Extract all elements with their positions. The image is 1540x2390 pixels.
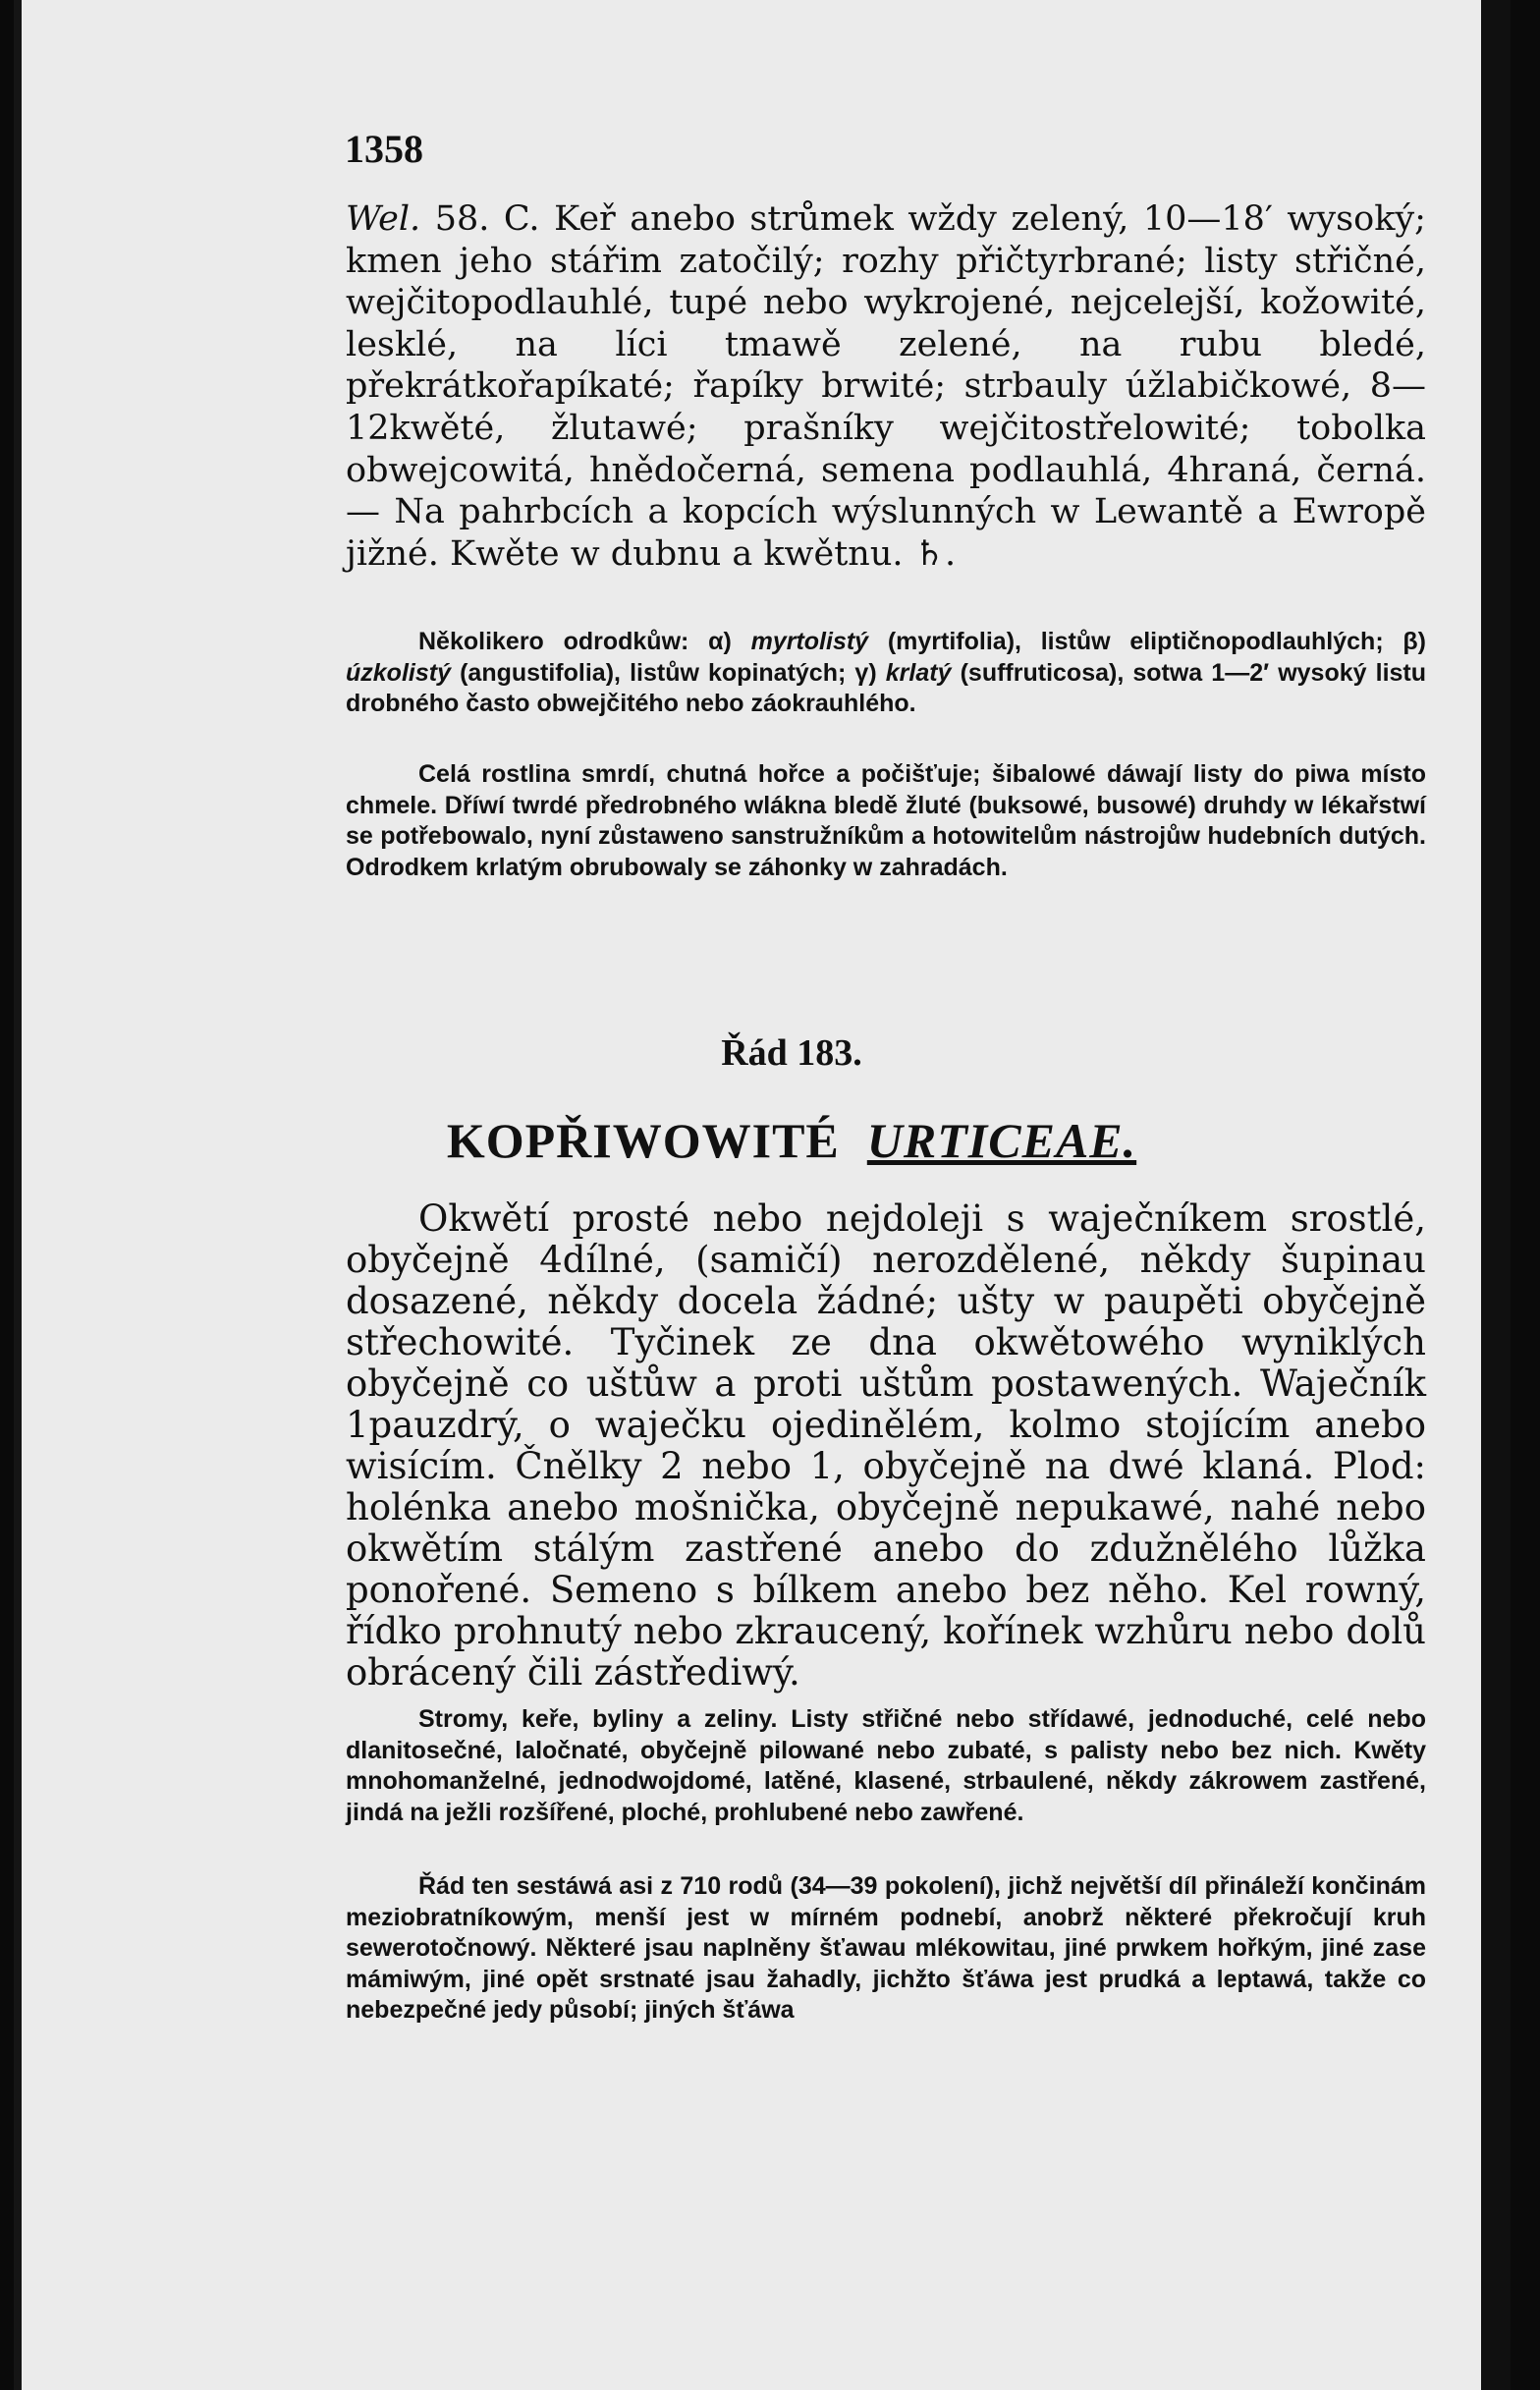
family-description: Okwětí prosté nebo nejdoleji s waječníkem srostlé, obyčejně 4dílné, (samičí) nerozdělené, někdy šupinau dosazené, někdy docela žádné; ušty w paupěti obyčejně střechowité. Tyčinek ze dna okwětowého wyniklých obyčejně co uštůw a proti uštům postawených. Waječník 1pauzdrý, o waječku ojedinělém, kolmo stojícím anebo wisícím. Čnělky 2 nebo 1, obyčejně na dwé klaná. Plod: holénka anebo mošnička, obyčejně nepukawé, nahé nebo okwětím stálým zastřené anebo do zdužnělého lůžka ponořené. Semeno s bílkem anebo bez něho. Kel rowný, řídko prohnutý nebo zkraucený, kořínek wzhůru nebo dolů obrácený čili zástřediwý. bbox=[346, 1197, 1426, 1694]
variety-beta-text: (angustifolia), listůw kopinatých; bbox=[460, 658, 847, 687]
family-note-habit: Stromy, keře, byliny a zeliny. Listy střičné nebo střídawé, jednoduché, celé nebo dlanitosečné, laločnaté, obyčejně pilowané nebo zubaté, s palisty nebo bez nich. Kwěty mnohomanželné, jednodwojdomé, latěné, klasené, strbaulené, někdy zákrowem zastřené, jindá na ježli rozšířené, ploché, prohlubené nebo zawřené. bbox=[346, 1705, 1426, 1826]
family-note-distribution: Řád ten sestáwá asi z 710 rodů (34—39 pokolení), jichž největší díl přináleží končinám meziobratníkowým, menší jest w mírném podnebí, anobrž některé překročují kruh sewerotočnowý. Některé jsau naplněny šťawau mlékowitau, jiné prwkem hořkým, jiné zase mámiwým, jiné opět srstnaté jsau žahadly, jichžto šťáwa jest prudká a leptawá, takže co nebezpečné jedy působí; jiných šťáwa bbox=[346, 1872, 1426, 2024]
variety-alpha-label: α) bbox=[708, 628, 732, 655]
variety-gamma-label: γ) bbox=[854, 658, 877, 687]
variety-alpha-text: (myrtifolia), listůw eliptičnopodlauhlých; bbox=[887, 628, 1384, 655]
family-czech-name: KOPŘIWOWITÉ bbox=[446, 1113, 840, 1168]
entry-ref: 58. C. bbox=[434, 199, 540, 239]
variety-gamma-name: krlatý bbox=[885, 658, 952, 687]
author-abbrev: Wel. bbox=[346, 199, 421, 239]
variety-gamma-text: (suffruticosa), sotwa 1—2′ wysoký listu drobného často obwejčitého nebo záokrauhlého. bbox=[346, 658, 1427, 717]
varieties-intro: Několikero odrodkůw: bbox=[418, 628, 689, 655]
page-number: 1358 bbox=[345, 127, 423, 171]
varieties-paragraph bbox=[346, 627, 1426, 720]
variety-beta-label: β) bbox=[1402, 628, 1427, 655]
book-page bbox=[14, 0, 1511, 2390]
order-heading: Řád 183. bbox=[721, 1032, 862, 1074]
family-latin-name: URTICEAE. bbox=[866, 1113, 1137, 1168]
variety-beta-name: úzkolistý bbox=[346, 658, 451, 687]
entry-text: Keř anebo strůmek wždy zelený, 10—18′ wysoký; kmen jeho stářim zatočilý; rozhy přičtyrbrané; listy střičné, wejčitopodlauhlé, tupé nebo wykrojené, nejcelejší, kožowité, lesklé, na líci tmawě zelené, na rubu bledé, překrátkořapíkaté; řapíky brwité; strbauly úžlabičkowé, 8—12kwěté, žlutawé; prašníky wejčitostřelowité; tobolka obwejcowitá, hnědočerná, semena podlauhlá, 4hraná, černá. — Na pahrbcích a kopcích wýslunných w Lewantě a Ewropě jižné. Kwěte w dubnu a kwětnu. ♄. bbox=[346, 199, 1426, 574]
family-heading bbox=[22, 1112, 1540, 1169]
uses-paragraph: Celá rostlina smrdí, chutná hořce a počišťuje; šibalowé dáwají listy do piwa místo chmele. Dříwí twrdé předrobného wlákna bledě žluté (buksowé, busowé) druhdy w lékařstwí se potřebowalo, nyní zůstaweno sanstružníkům a hotowitelům nástrojůw hudebních dutých. Odrodkem krlatým obrubowaly se záhonky w zahradách. bbox=[346, 760, 1426, 881]
species-entry bbox=[346, 198, 1426, 575]
variety-alpha-name: myrtolistý bbox=[750, 628, 869, 655]
